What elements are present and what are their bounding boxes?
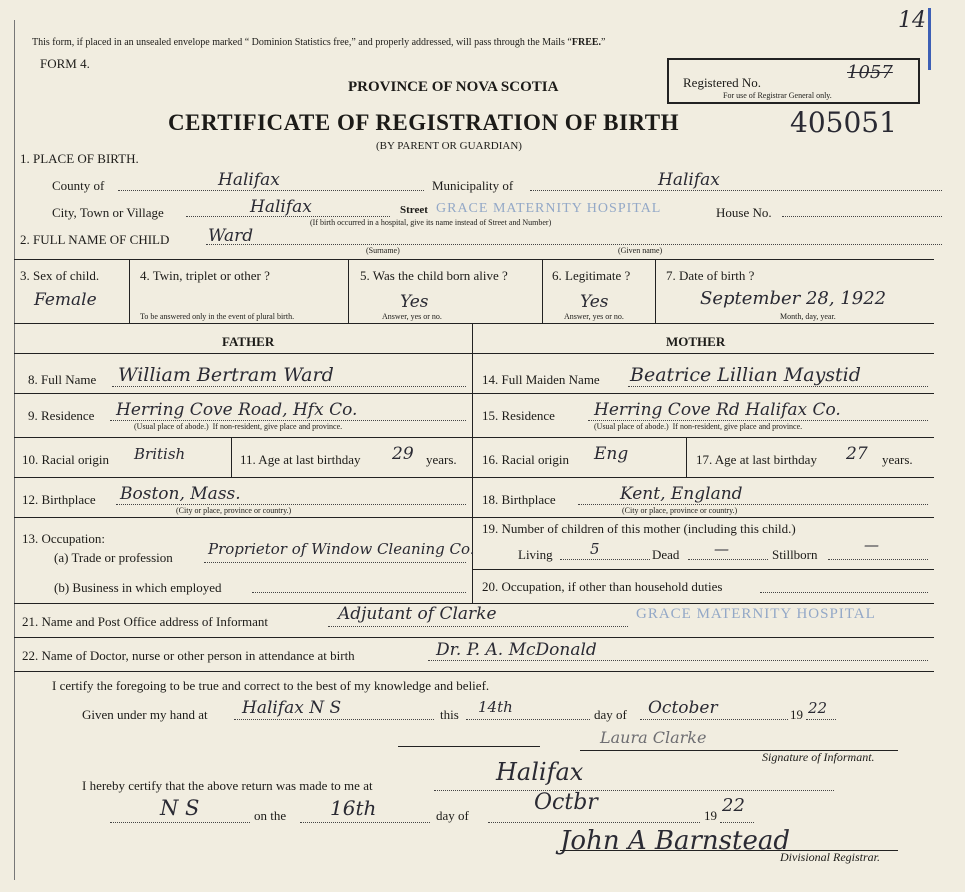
- certify-year-line: [806, 719, 836, 720]
- dead-value: —: [714, 540, 729, 558]
- mother-name-label: 14. Full Maiden Name: [482, 372, 600, 387]
- registered-label: Registered No.: [683, 75, 761, 90]
- mother-res-line: [588, 420, 928, 421]
- city-line: [186, 216, 390, 217]
- registrar-day-line: [300, 822, 430, 823]
- living-value: 5: [590, 540, 600, 558]
- mother-name-value: Beatrice Lillian Maystid: [630, 364, 861, 386]
- sex-label: 3. Sex of child.: [20, 268, 100, 283]
- county-value: Halifax: [218, 170, 280, 190]
- registrar-year-value: 22: [722, 795, 745, 816]
- mother-bp-value: Kent, England: [620, 484, 743, 504]
- doctor-line: [428, 660, 928, 661]
- parents-divider: [472, 323, 473, 603]
- alive-note: Answer, yes or no.: [382, 312, 442, 321]
- legit-label: 6. Legitimate ?: [552, 268, 631, 283]
- registrar-year-prefix: 19: [704, 808, 717, 823]
- doctor-label: 22. Name of Doctor, nurse or other person in attendance at birth: [22, 648, 355, 663]
- mother-heading: MOTHER: [666, 334, 726, 349]
- dob-label: 7. Date of birth ?: [666, 268, 755, 283]
- father-name-value: William Bertram Ward: [118, 364, 334, 386]
- father-bp-note: (City or place, province or country.): [176, 506, 292, 515]
- father-res-line: [110, 420, 466, 421]
- living-line: [560, 559, 650, 560]
- legit-value: Yes: [580, 292, 609, 312]
- house-line: [782, 216, 942, 217]
- stillborn-line: [828, 559, 928, 560]
- cell-divider: [231, 437, 232, 477]
- cell-divider: [686, 437, 687, 477]
- registered-note: For use of Registrar General only.: [723, 91, 832, 100]
- registrar-signature-label: Divisional Registrar.: [780, 850, 881, 864]
- certificate-number: 405051: [790, 106, 897, 139]
- father-age-label: 11. Age at last birthday: [240, 452, 361, 467]
- this-label: this: [440, 707, 459, 722]
- certify-year-prefix: 19: [790, 707, 803, 722]
- registered-box: [667, 58, 920, 104]
- business-label: (b) Business in which employed: [54, 580, 222, 595]
- mother-age-value: 27: [846, 444, 868, 464]
- certify-month-line: [640, 719, 788, 720]
- row-rule: [14, 517, 934, 518]
- mail-notice: This form, if placed in an unsealed envelope marked “ Dominion Statistics free,” and properly addressed, will pass through the Mails “FREE.”: [32, 37, 606, 48]
- place-heading: 1. PLACE OF BIRTH.: [20, 151, 139, 166]
- day-of-label: day of: [594, 707, 627, 722]
- father-res-label: 9. Residence: [28, 408, 95, 423]
- registrar-day-of-label: day of: [436, 808, 469, 823]
- given-name-label: (Given name): [618, 246, 663, 255]
- dead-label: Dead: [652, 547, 680, 562]
- row-rule: [14, 323, 934, 324]
- registrar-prefix-line: [110, 822, 250, 823]
- registrar-text: I hereby certify that the above return was made to me at: [82, 778, 373, 793]
- trade-label: (a) Trade or profession: [54, 550, 173, 565]
- registrar-year-line: [720, 822, 754, 823]
- sex-value: Female: [34, 290, 97, 310]
- house-label: House No.: [716, 205, 772, 220]
- father-years-label: years.: [426, 452, 457, 467]
- county-line: [118, 190, 424, 191]
- hospital-note: (If birth occurred in a hospital, give its name instead of Street and Number): [310, 218, 552, 227]
- registrar-month-value: Octbr: [534, 790, 598, 815]
- cell-divider: [129, 259, 130, 323]
- surname-label: (Surname): [366, 246, 400, 255]
- registrar-place-line: [434, 790, 834, 791]
- registrar-place-value: Halifax: [496, 758, 584, 786]
- alive-value: Yes: [400, 292, 429, 312]
- row-rule: [14, 353, 934, 354]
- cell-divider: [542, 259, 543, 323]
- mother-res-value: Herring Cove Rd Halifax Co.: [594, 400, 841, 420]
- stillborn-value: —: [864, 536, 879, 554]
- registrar-signature: John A Barnstead: [560, 826, 790, 856]
- mother-name-line: [628, 386, 928, 387]
- city-value: Halifax: [250, 197, 312, 217]
- province-heading: PROVINCE OF NOVA SCOTIA: [348, 79, 559, 95]
- mother-racial-value: Eng: [594, 444, 629, 464]
- living-label: Living: [518, 547, 553, 562]
- father-res-note: (Usual place of abode.) If non-resident, give place and province.: [134, 422, 343, 431]
- row-rule: [472, 569, 934, 570]
- given-place-line: [234, 719, 434, 720]
- page-number: 14: [898, 8, 926, 33]
- given-place-value: Halifax N S: [242, 698, 342, 718]
- registrar-month-line: [488, 822, 700, 823]
- signature-rule: [398, 746, 540, 747]
- certify-day-value: 14th: [478, 698, 513, 716]
- informant-signature-label: Signature of Informant.: [762, 750, 875, 764]
- trade-value: Proprietor of Window Cleaning Co.: [208, 540, 475, 558]
- children-label: 19. Number of children of this mother (including this child.): [482, 521, 796, 536]
- certificate-title: CERTIFICATE OF REGISTRATION OF BIRTH: [168, 110, 679, 135]
- occupation-label: 13. Occupation:: [22, 531, 106, 546]
- dob-value: September 28, 1922: [700, 288, 887, 309]
- mother-res-note: (Usual place of abode.) If non-resident, give place and province.: [594, 422, 803, 431]
- municipality-label: Municipality of: [432, 178, 514, 193]
- father-racial-value: British: [134, 445, 186, 463]
- row-rule: [14, 477, 934, 478]
- child-surname-value: Ward: [208, 226, 254, 246]
- alive-label: 5. Was the child born alive ?: [360, 268, 508, 283]
- registered-value: 1057: [847, 62, 893, 83]
- row-rule: [14, 393, 934, 394]
- municipality-line: [530, 190, 942, 191]
- certify-year-value: 22: [808, 699, 828, 717]
- legit-note: Answer, yes or no.: [564, 312, 624, 321]
- father-age-value: 29: [392, 444, 414, 464]
- registrar-day-value: 16th: [330, 796, 377, 820]
- trade-line: [204, 562, 466, 563]
- informant-line: [328, 626, 628, 627]
- left-margin-line: [14, 20, 15, 880]
- blue-margin-mark: [928, 8, 931, 70]
- dead-line: [688, 559, 768, 560]
- municipality-value: Halifax: [658, 170, 720, 190]
- father-name-label: 8. Full Name: [28, 372, 97, 387]
- cell-divider: [348, 259, 349, 323]
- informant-signature: Laura Clarke: [600, 728, 707, 747]
- business-line: [252, 592, 466, 593]
- row-rule: [14, 259, 934, 260]
- twin-label: 4. Twin, triplet or other ?: [140, 268, 270, 283]
- mother-years-label: years.: [882, 452, 913, 467]
- mother-age-label: 17. Age at last birthday: [696, 452, 817, 467]
- informant-label: 21. Name and Post Office address of Informant: [22, 614, 268, 629]
- row-rule: [14, 437, 934, 438]
- father-racial-label: 10. Racial origin: [22, 452, 110, 467]
- on-the-label: on the: [254, 808, 287, 823]
- row-rule: [14, 637, 934, 638]
- father-bp-label: 12. Birthplace: [22, 492, 96, 507]
- row-rule: [14, 671, 934, 672]
- street-hospital-stamp: GRACE MATERNITY HOSPITAL: [436, 201, 662, 216]
- father-bp-line: [116, 504, 466, 505]
- father-bp-value: Boston, Mass.: [120, 484, 241, 504]
- child-name-line: [206, 244, 942, 245]
- informant-hospital-stamp: GRACE MATERNITY HOSPITAL: [636, 606, 876, 622]
- given-label: Given under my hand at: [82, 707, 208, 722]
- county-label: County of: [52, 178, 105, 193]
- father-heading: FATHER: [222, 334, 275, 349]
- certify-month-value: October: [648, 698, 718, 718]
- street-label: Street: [400, 204, 428, 216]
- certificate-subtitle: (BY PARENT OR GUARDIAN): [376, 140, 522, 152]
- certify-day-line: [466, 719, 590, 720]
- mother-racial-label: 16. Racial origin: [482, 452, 570, 467]
- mother-bp-line: [578, 504, 928, 505]
- dob-note: Month, day, year.: [780, 312, 836, 321]
- registrar-prefix-value: N S: [160, 796, 200, 820]
- mother-occupation-line: [760, 592, 928, 593]
- mother-bp-label: 18. Birthplace: [482, 492, 556, 507]
- form-number: FORM 4.: [40, 56, 90, 71]
- stillborn-label: Stillborn: [772, 547, 818, 562]
- city-label: City, Town or Village: [52, 205, 164, 220]
- mother-res-label: 15. Residence: [482, 408, 555, 423]
- child-name-heading: 2. FULL NAME OF CHILD: [20, 232, 170, 247]
- mother-bp-note: (City or place, province or country.): [622, 506, 738, 515]
- certify-text: I certify the foregoing to be true and correct to the best of my knowledge and belief.: [52, 678, 490, 693]
- twin-note: To be answered only in the event of plural birth.: [140, 312, 295, 321]
- doctor-value: Dr. P. A. McDonald: [436, 640, 597, 660]
- informant-value: Adjutant of Clarke: [338, 604, 497, 624]
- father-name-line: [112, 386, 466, 387]
- cell-divider: [655, 259, 656, 323]
- mother-occupation-label: 20. Occupation, if other than household duties: [482, 579, 723, 594]
- father-res-value: Herring Cove Road, Hfx Co.: [116, 400, 358, 420]
